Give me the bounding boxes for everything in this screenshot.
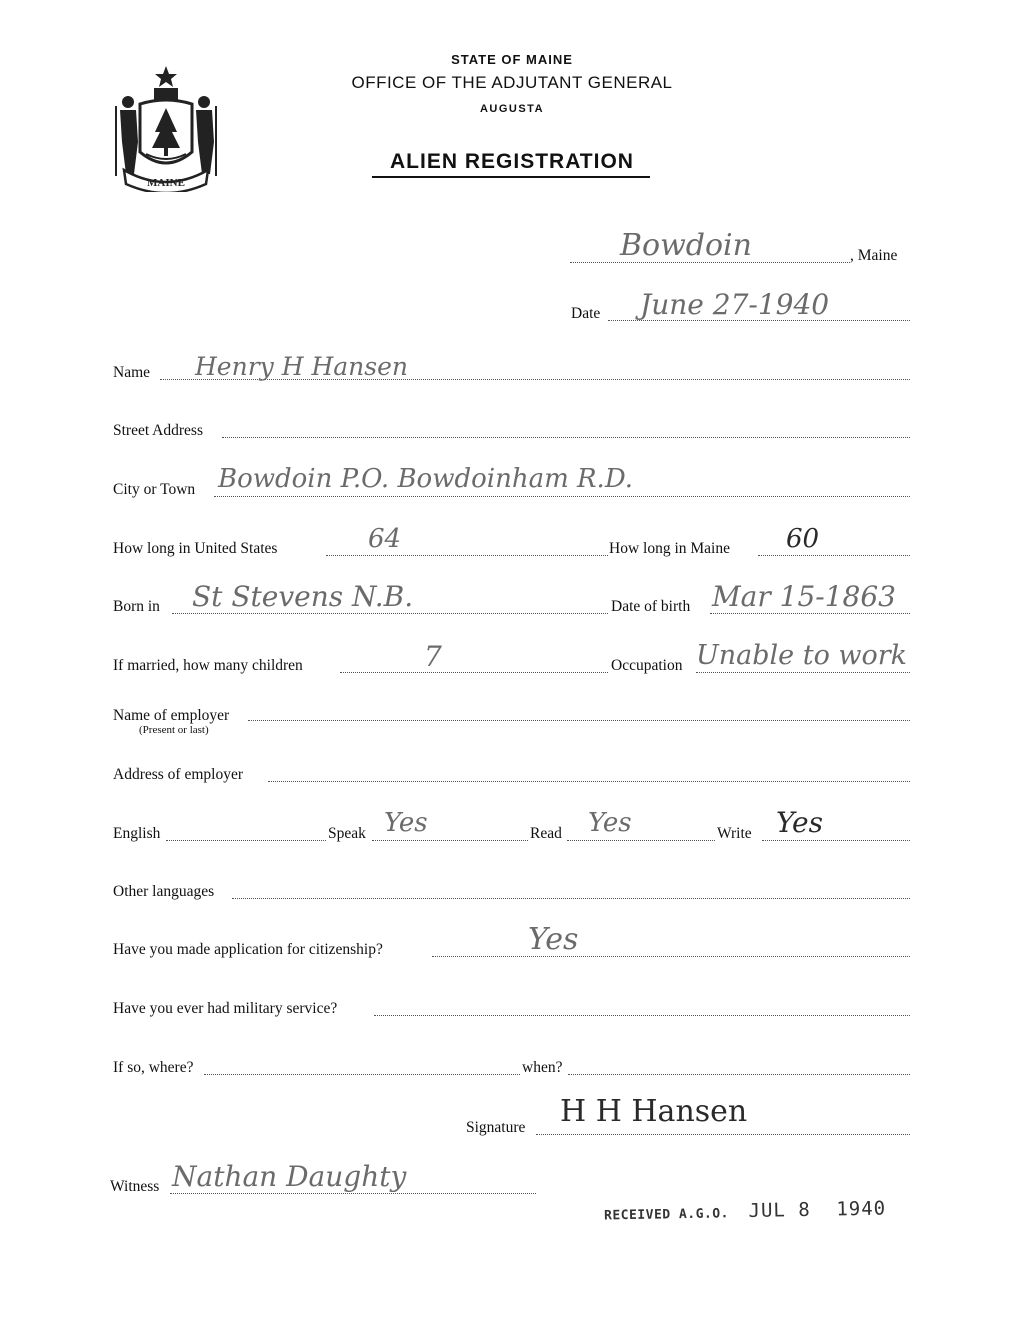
- date-label: Date: [571, 305, 601, 322]
- town-suffix: , Maine: [850, 247, 898, 264]
- children-line: [340, 672, 608, 673]
- received-stamp: [604, 1198, 886, 1225]
- children-label: If married, how many children: [113, 657, 303, 674]
- signature-line: [536, 1134, 910, 1135]
- read-value: Yes: [588, 808, 632, 838]
- title-underline: [372, 176, 650, 178]
- english-line: [166, 840, 326, 841]
- born-in-value: St Stevens N.B.: [192, 580, 414, 613]
- header-office: OFFICE OF THE ADJUTANT GENERAL: [351, 73, 673, 92]
- speak-value: Yes: [384, 808, 428, 838]
- stamp-year: 1940: [836, 1197, 887, 1221]
- date-of-birth-line: [710, 613, 910, 614]
- date-value: June 27-1940: [640, 288, 830, 321]
- read-label: Read: [530, 825, 562, 842]
- citizenship-label: Have you made application for citizenship?: [113, 941, 383, 958]
- employer-name-line: [248, 720, 910, 721]
- employer-name-sublabel: (Present or last): [139, 724, 209, 736]
- children-value: 7: [424, 640, 442, 673]
- when-line: [568, 1074, 910, 1075]
- date-of-birth-value: Mar 15-1863: [712, 580, 896, 613]
- town-value: Bowdoin: [620, 228, 752, 263]
- city-value: Bowdoin P.O. Bowdoinham R.D.: [218, 464, 634, 494]
- other-languages-label: Other languages: [113, 883, 215, 900]
- other-languages-line: [232, 898, 910, 899]
- employer-address-label: Address of employer: [113, 766, 243, 783]
- how-long-maine-value: 60: [786, 524, 820, 554]
- military-line: [374, 1015, 910, 1016]
- born-in-label: Born in: [113, 598, 160, 615]
- employer-name-label: Name of employer: [113, 707, 230, 724]
- born-in-line: [172, 613, 608, 614]
- occupation-value: Unable to work: [696, 640, 908, 671]
- seal-text: MAINE: [147, 177, 185, 189]
- how-long-maine-label: How long in Maine: [609, 540, 730, 557]
- stamp-month-day: JUL 8: [748, 1198, 811, 1222]
- signature-value: H H Hansen: [560, 1094, 748, 1129]
- english-label: English: [113, 825, 161, 842]
- military-label: Have you ever had military service?: [113, 1000, 338, 1017]
- date-of-birth-label: Date of birth: [611, 598, 691, 615]
- street-address-label: Street Address: [113, 422, 203, 439]
- when-label: when?: [522, 1059, 563, 1076]
- witness-label: Witness: [110, 1178, 160, 1195]
- occupation-line: [696, 672, 910, 673]
- citizenship-value: Yes: [528, 922, 579, 957]
- write-line: [762, 840, 910, 841]
- where-label: If so, where?: [113, 1059, 194, 1076]
- citizenship-line: [432, 956, 910, 957]
- witness-line: [170, 1193, 536, 1194]
- occupation-label: Occupation: [611, 657, 683, 674]
- where-line: [204, 1074, 520, 1075]
- speak-label: Speak: [328, 825, 366, 842]
- name-label: Name: [113, 364, 151, 381]
- write-value: Yes: [776, 806, 823, 839]
- read-line: [567, 840, 715, 841]
- signature-label: Signature: [466, 1119, 526, 1136]
- header-state: STATE OF MAINE: [451, 52, 573, 67]
- how-long-maine-line: [758, 555, 910, 556]
- how-long-us-label: How long in United States: [113, 540, 278, 557]
- write-label: Write: [717, 825, 752, 842]
- speak-line: [372, 840, 528, 841]
- header-city: AUGUSTA: [479, 103, 545, 115]
- city-label: City or Town: [113, 481, 196, 498]
- street-address-line: [222, 437, 910, 438]
- witness-value: Nathan Daughty: [172, 1160, 407, 1193]
- city-line: [214, 496, 910, 497]
- name-value: Henry H Hansen: [195, 352, 409, 381]
- stamp-text: RECEIVED A.G.O.: [603, 1206, 730, 1224]
- how-long-us-value: 64: [368, 524, 402, 554]
- form-title: ALIEN REGISTRATION: [390, 150, 634, 173]
- how-long-us-line: [326, 555, 608, 556]
- employer-address-line: [268, 781, 910, 782]
